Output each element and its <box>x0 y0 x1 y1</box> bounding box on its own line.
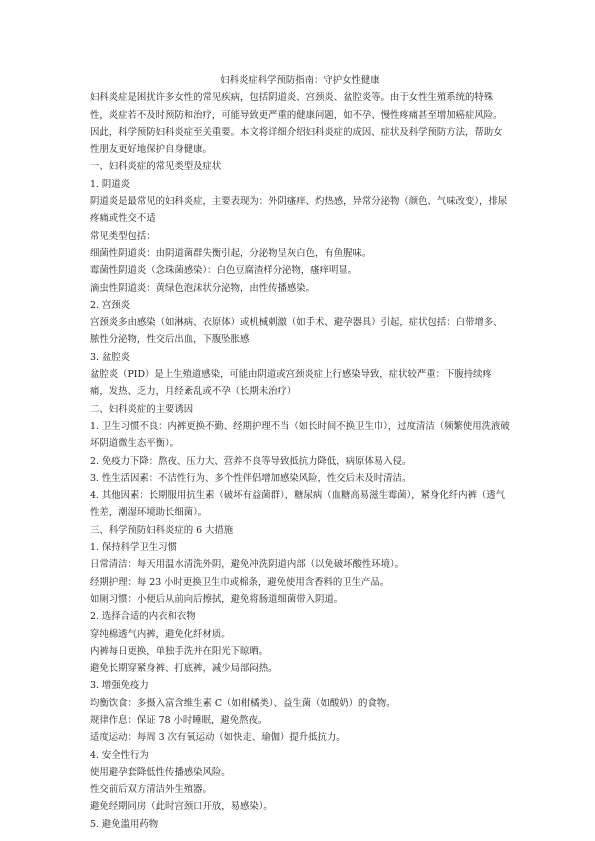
section-heading-1: 一、妇科炎症的常见类型及症状 <box>90 161 222 173</box>
list-item: 使用避孕套降低性传播感染风险。 <box>90 766 231 778</box>
list-item: 规律作息：保证 78 小时睡眠，避免熬夜。 <box>90 714 268 726</box>
list-item: 穿纯棉透气内裤，避免化纤材质。 <box>90 628 231 640</box>
document-title: 妇科炎症科学预防指南：守护女性健康 <box>220 75 380 86</box>
list-item: 避免长期穿紧身裤、打底裤，减少局部闷热。 <box>90 663 278 675</box>
list-item: 1. 卫生习惯不良：内裤更换不勤、经期护理不当（如长时间不换卫生巾），过度清洁（频繁使用洗液破坏阴道微生态平衡）。 <box>90 420 510 450</box>
list-item: 内裤每日更换，单独手洗并在阳光下晾晒。 <box>90 645 269 657</box>
subsection-heading: 1. 阴道炎 <box>90 178 131 190</box>
list-item: 3. 性生活因素：不洁性行为、多个性伴侣增加感染风险，性交后未及时清洁。 <box>90 472 412 484</box>
subsection-heading: 1. 保持科学卫生习惯 <box>90 542 177 554</box>
subsection-heading: 2. 宫颈炎 <box>90 299 131 311</box>
list-item: 日常清洁：每天用温水清洗外阴，避免冲洗阴道内部（以免破坏酸性环境）。 <box>90 559 405 571</box>
subsection-heading: 3. 盆腔炎 <box>90 351 131 363</box>
subsection-heading: 2. 选择合适的内衣和衣物 <box>90 611 196 623</box>
list-item: 经期护理：每 23 小时更换卫生巾或棉条，避免使用含香料的卫生产品。 <box>90 576 390 588</box>
subsection-heading: 3. 增强免疫力 <box>90 680 149 692</box>
list-item: 避免经期同房（此时宫颈口开放，易感染）。 <box>90 801 273 813</box>
intro-paragraph: 妇科炎症是困扰许多女性的常见疾病，包括阴道炎、宫颈炎、盆腔炎等。由于女性生殖系统的特殊性，炎症若不及时预防和治疗，可能导致更严重的健康问题，如不孕、慢性疼痛甚至增加癌症风险。因此，科学预防妇科炎症至关重要。本文将详细介绍妇科炎症的成因、症状及科学预防方法，帮助女性朋友更好地保护自身健康。 <box>90 92 503 156</box>
paragraph: 盆腔炎（PID）是上生殖道感染，可能由阴道或宫颈炎症上行感染导致，症状较严重：下腹持续疼痛，发热、乏力，月经紊乱或不孕（长期未治疗） <box>90 369 492 398</box>
subsection-heading: 5. 避免滥用药物 <box>90 818 159 830</box>
list-item: 如厕习惯：小便后从前向后擦拭，避免将肠道细菌带入阴道。 <box>90 593 344 605</box>
list-item: 细菌性阴道炎：由阴道菌群失衡引起，分泌物呈灰白色，有鱼腥味。 <box>90 247 372 259</box>
paragraph: 阴道炎是最常见的妇科炎症，主要表现为：外阴瘙痒、灼热感，异常分泌物（颜色、气味改变），排尿疼痛或性交不适 <box>90 196 508 225</box>
list-item: 2. 免疫力下降：熬夜、压力大、营养不良等导致抵抗力降低，病原体易入侵。 <box>90 455 412 467</box>
list-item: 性交前后双方清洁外生殖器。 <box>90 784 212 796</box>
list-item: 滴虫性阴道炎：黄绿色泡沫状分泌物，由性传播感染。 <box>90 282 316 294</box>
subsection-heading: 4. 安全性行为 <box>90 749 149 761</box>
paragraph: 宫颈炎多由感染（如淋病、衣原体）或机械刺激（如手术、避孕器具）引起，症状包括：白带增多、脓性分泌物，性交后出血，下腹坠胀感 <box>90 317 503 346</box>
document-body <box>90 72 510 833</box>
paragraph: 常见类型包括： <box>90 230 156 242</box>
list-item: 适度运动：每周 3 次有氧运动（如快走、瑜伽）提升抵抗力。 <box>90 732 346 744</box>
list-item: 霉菌性阴道炎（念珠菌感染）：白色豆腐渣样分泌物，瘙痒明显。 <box>90 265 358 277</box>
section-heading-2: 二、妇科炎症的主要诱因 <box>90 403 194 415</box>
list-item: 4. 其他因素：长期服用抗生素（破坏有益菌群），糖尿病（血糖高易滋生霉菌），紧身化纤内裤（透气性差，潮湿环境助长细菌）。 <box>90 490 506 519</box>
section-heading-3: 三、科学预防妇科炎症的 6 大措施 <box>90 524 234 536</box>
list-item: 均衡饮食：多摄入富含维生素 C（如柑橘类）、益生菌（如酸奶）的食物。 <box>90 697 396 709</box>
